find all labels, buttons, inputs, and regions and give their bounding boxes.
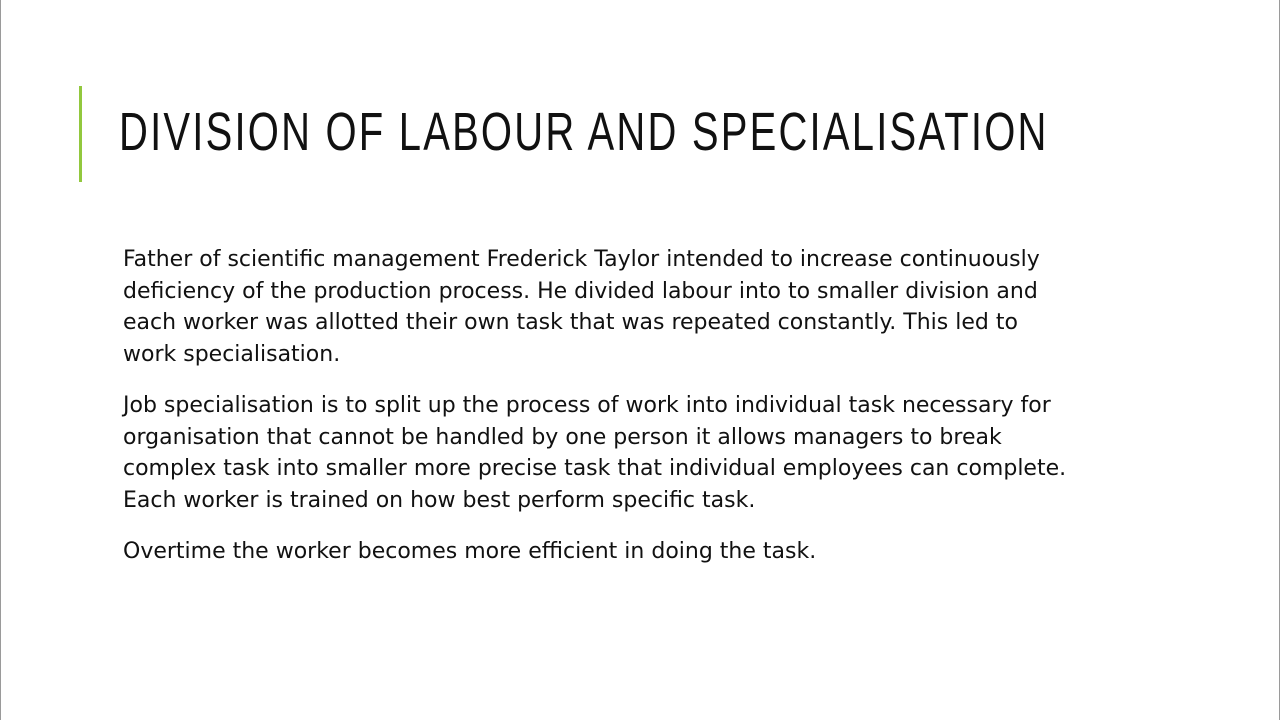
paragraph-line: deficiency of the production process. He divided labour into to smaller division and: [123, 278, 1038, 304]
paragraph-line: Job specialisation is to split up the process of work into individual task necessary for: [123, 393, 1051, 418]
paragraph-line: complex task into smaller more precise task that individual employees can complete.: [123, 456, 1067, 481]
paragraph-line: each worker was allotted their own task that was repeated constantly. This led to: [123, 310, 1018, 335]
paragraph-line: organisation that cannot be handled by one person it allows managers to break: [123, 424, 1002, 450]
slide-body: [123, 244, 1123, 588]
paragraph-3: [123, 536, 1123, 568]
paragraph-1: [123, 244, 1123, 370]
paragraph-line: Father of scientific management Frederick Taylor intended to increase continuously: [123, 247, 1040, 272]
paragraph-line: Overtime the worker becomes more efficient in doing the task.: [123, 539, 817, 564]
paragraph-line: Each worker is trained on how best perform specific task.: [123, 487, 756, 513]
paragraph-line: work specialisation.: [123, 341, 341, 367]
paragraph-2: [123, 390, 1123, 516]
slide-title: DIVISION OF LABOUR AND SPECIALISATION: [119, 102, 1049, 162]
title-accent-bar: [79, 86, 82, 182]
